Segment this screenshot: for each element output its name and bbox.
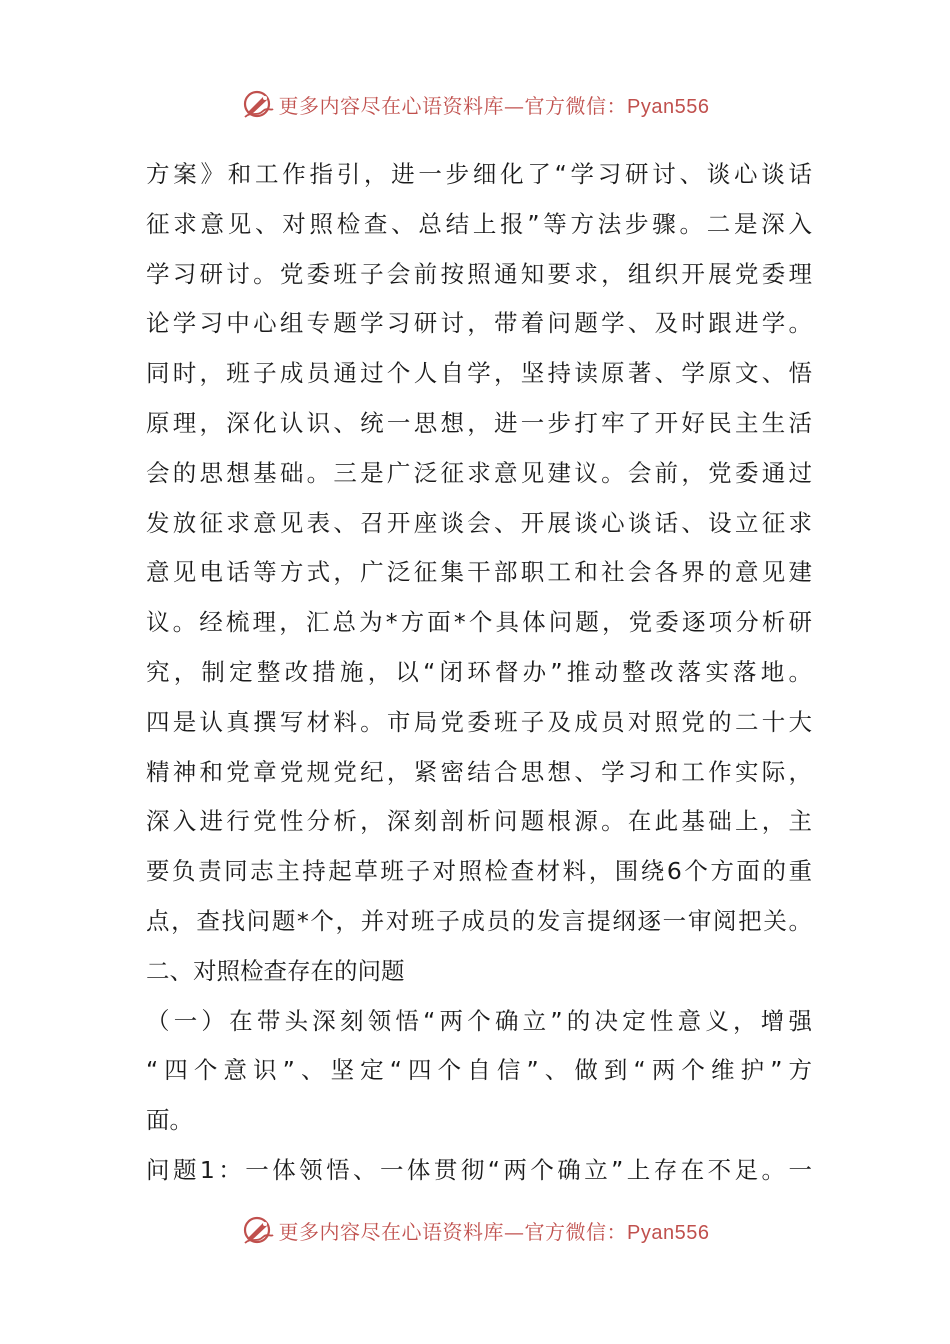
body-line: 问题1：一体领悟、一体贯彻“两个确立”上存在不足。一: [146, 1155, 812, 1184]
pen-signature-logo-icon: [241, 1213, 275, 1247]
body-line: 会的思想基础。三是广泛征求意见建议。会前，党委通过: [146, 458, 812, 487]
body-line: 精神和党章党规党纪，紧密结合思想、学习和工作实际，: [146, 757, 812, 786]
body-line: 方案》和工作指引，进一步细化了“学习研讨、谈心谈话: [146, 160, 812, 188]
watermark-text: 更多内容尽在心语资料库—官方微信：Pyan556: [278, 1219, 710, 1244]
body-line: 原理，深化认识、统一思想，进一步打牢了开好民主生活: [146, 408, 812, 437]
body-line: 究，制定整改措施，以“闭环督办”推动整改落实落地。: [146, 657, 812, 686]
wechat-id: Pyan556: [627, 1221, 710, 1244]
subsection-heading: （一）在带头深刻领悟“两个确立”的决定性意义，增强: [146, 1006, 812, 1035]
body-line: 论学习中心组专题学习研讨，带着问题学、及时跟进学。: [146, 309, 812, 338]
section-heading: 二、对照检查存在的问题: [146, 956, 405, 985]
footer-watermark: [0, 1210, 950, 1250]
pen-signature-logo-icon: [241, 87, 275, 121]
body-line: 点，查找问题*个，并对班子成员的发言提纲逐一审阅把关。: [146, 906, 812, 935]
body-line: 征求意见、对照检查、总结上报”等方法步骤。二是深入: [146, 209, 812, 238]
body-line: 议。经梳理，汇总为*方面*个具体问题，党委逐项分析研: [146, 608, 812, 637]
body-line: 学习研讨。党委班子会前按照通知要求，组织开展党委理: [146, 259, 812, 288]
wechat-id: Pyan556: [627, 95, 710, 118]
body-line: 意见电话等方式，广泛征集干部职工和社会各界的意见建: [146, 558, 812, 587]
document-body: [146, 150, 812, 1196]
body-line: 深入进行党性分析，深刻剖析问题根源。在此基础上，主: [146, 807, 812, 836]
body-line: 同时，班子成员通过个人自学，坚持读原著、学原文、悟: [146, 359, 812, 388]
subsection-heading: 面。: [146, 1106, 193, 1135]
body-line: 发放征求意见表、召开座谈会、开展谈心谈话、设立征求: [146, 508, 812, 537]
watermark-text: 更多内容尽在心语资料库—官方微信：Pyan556: [278, 93, 710, 118]
subsection-heading: “四个意识”、坚定“四个自信”、做到“两个维护”方: [146, 1056, 812, 1085]
body-line: 四是认真撰写材料。市局党委班子及成员对照党的二十大: [146, 707, 812, 736]
header-watermark: [0, 84, 950, 124]
body-line: 要负责同志主持起草班子对照检查材料，围绕6个方面的重: [146, 857, 812, 886]
